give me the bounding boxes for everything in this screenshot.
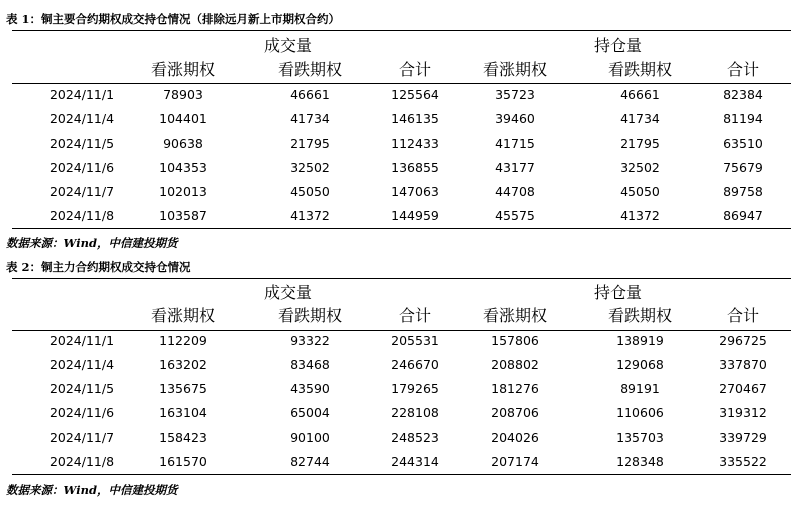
date-cell: 2024/11/7 [49,184,115,199]
date-cell: 2024/11/5 [49,136,115,151]
group-header: 持仓量 [593,283,642,302]
value-cell: 246670 [391,357,439,372]
value-cell: 46661 [290,87,330,102]
date-cell: 2024/11/8 [49,208,115,223]
value-cell: 128348 [616,454,664,469]
column-header: 合计 [398,60,431,79]
value-cell: 41372 [290,208,330,223]
value-cell: 319312 [719,405,767,420]
value-cell: 32502 [290,160,330,175]
date-cell: 2024/11/6 [49,405,115,420]
value-cell: 41734 [290,111,330,126]
value-cell: 35723 [495,87,535,102]
value-cell: 45575 [495,208,535,223]
value-cell: 21795 [620,136,660,151]
value-cell: 158423 [159,430,207,445]
value-cell: 82744 [290,454,330,469]
source-note: 数据来源：Wind，中信建投期货 [6,483,178,497]
table-caption: 表 1：铜主要合约期权成交持仓情况（排除远月新上市期权合约） [6,12,341,26]
value-cell: 39460 [495,111,535,126]
value-cell: 208706 [491,405,539,420]
value-cell: 44708 [495,184,535,199]
value-cell: 147063 [391,184,439,199]
column-header: 合计 [726,60,759,79]
table-top-rule [12,278,791,279]
column-header: 看涨期权 [482,306,547,325]
value-cell: 110606 [616,405,664,420]
value-cell: 81194 [723,111,763,126]
date-cell: 2024/11/5 [49,381,115,396]
value-cell: 208802 [491,357,539,372]
value-cell: 337870 [719,357,767,372]
value-cell: 63510 [723,136,763,151]
table-bottom-rule [12,228,791,229]
value-cell: 207174 [491,454,539,469]
value-cell: 104401 [159,111,207,126]
value-cell: 32502 [620,160,660,175]
value-cell: 41372 [620,208,660,223]
value-cell: 181276 [491,381,539,396]
column-header: 看跌期权 [277,60,342,79]
value-cell: 83468 [290,357,330,372]
value-cell: 89758 [723,184,763,199]
source-note: 数据来源：Wind，中信建投期货 [6,236,178,250]
column-header: 看跌期权 [277,306,342,325]
table-bottom-rule [12,474,791,475]
value-cell: 112209 [159,333,207,348]
value-cell: 135675 [159,381,207,396]
value-cell: 144959 [391,208,439,223]
date-cell: 2024/11/7 [49,430,115,445]
value-cell: 157806 [491,333,539,348]
value-cell: 205531 [391,333,439,348]
value-cell: 75679 [723,160,763,175]
value-cell: 135703 [616,430,664,445]
header-rule [12,330,791,331]
date-cell: 2024/11/1 [49,333,115,348]
value-cell: 89191 [620,381,660,396]
value-cell: 136855 [391,160,439,175]
date-cell: 2024/11/4 [49,111,115,126]
value-cell: 45050 [620,184,660,199]
column-header: 合计 [398,306,431,325]
value-cell: 78903 [163,87,203,102]
value-cell: 86947 [723,208,763,223]
value-cell: 296725 [719,333,767,348]
value-cell: 90100 [290,430,330,445]
date-cell: 2024/11/1 [49,87,115,102]
column-header: 看跌期权 [607,60,672,79]
value-cell: 82384 [723,87,763,102]
value-cell: 161570 [159,454,207,469]
value-cell: 104353 [159,160,207,175]
value-cell: 90638 [163,136,203,151]
group-header: 成交量 [263,283,312,302]
value-cell: 21795 [290,136,330,151]
value-cell: 103587 [159,208,207,223]
value-cell: 204026 [491,430,539,445]
column-header: 看涨期权 [150,60,215,79]
column-header: 看涨期权 [150,306,215,325]
value-cell: 244314 [391,454,439,469]
value-cell: 41734 [620,111,660,126]
value-cell: 46661 [620,87,660,102]
date-cell: 2024/11/6 [49,160,115,175]
value-cell: 163202 [159,357,207,372]
value-cell: 335522 [719,454,767,469]
value-cell: 138919 [616,333,664,348]
value-cell: 112433 [391,136,439,151]
column-header: 看跌期权 [607,306,672,325]
value-cell: 125564 [391,87,439,102]
value-cell: 179265 [391,381,439,396]
value-cell: 45050 [290,184,330,199]
value-cell: 93322 [290,333,330,348]
value-cell: 43177 [495,160,535,175]
table-caption: 表 2：铜主力合约期权成交持仓情况 [6,260,191,274]
value-cell: 228108 [391,405,439,420]
header-rule [12,83,791,84]
value-cell: 65004 [290,405,330,420]
date-cell: 2024/11/4 [49,357,115,372]
value-cell: 102013 [159,184,207,199]
value-cell: 163104 [159,405,207,420]
value-cell: 146135 [391,111,439,126]
date-cell: 2024/11/8 [49,454,115,469]
table-top-rule [12,30,791,31]
value-cell: 129068 [616,357,664,372]
column-header: 看涨期权 [482,60,547,79]
group-header: 持仓量 [593,36,642,55]
value-cell: 339729 [719,430,767,445]
column-header: 合计 [726,306,759,325]
value-cell: 270467 [719,381,767,396]
group-header: 成交量 [263,36,312,55]
value-cell: 248523 [391,430,439,445]
value-cell: 43590 [290,381,330,396]
value-cell: 41715 [495,136,535,151]
